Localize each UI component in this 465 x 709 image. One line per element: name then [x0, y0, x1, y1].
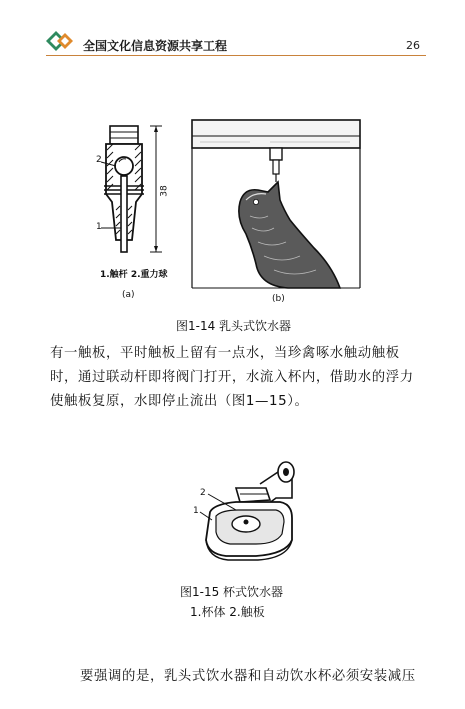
figure-1-14b-label: (b)	[272, 294, 285, 304]
paragraph-line: 有一触板，平时触板上留有一点水，当珍禽啄水触动触板	[50, 346, 400, 361]
body-paragraph	[50, 342, 435, 414]
paragraph-line: 使触板复原，水即停止流出（图1—15）。	[50, 394, 309, 409]
page-number: 26	[406, 39, 420, 52]
callout-2-trigger-plate: 2	[200, 488, 206, 498]
header-title: 全国文化信息资源共享工程	[83, 39, 228, 53]
body-text-continuation: 要强调的是，乳头式饮水器和自动饮水杯必须安装减压	[80, 669, 416, 684]
figure-1-15-caption: 图1-15 杯式饮水器	[180, 585, 284, 599]
figure-1-14a-legend: 1.触杆 2.重力球	[100, 270, 168, 280]
page-header	[0, 0, 465, 58]
diamond-logo-icon	[46, 30, 76, 52]
dimension-label: 38	[159, 185, 170, 197]
figure-1-14-caption: 图1-14 乳头式饮水器	[176, 319, 292, 333]
callout-1-cup-body: 1	[193, 506, 199, 516]
header-rule	[46, 55, 426, 56]
paragraph-line: 时，通过联动杆即将阀门打开，水流入杯内，借助水的浮力	[50, 370, 414, 385]
callout-1-trigger: 1	[96, 222, 102, 232]
figure-1-15-cup-drinker	[196, 458, 308, 566]
figure-1-15-legend: 1.杯体 2.触板	[190, 605, 265, 619]
figure-1-14a-label: (a)	[122, 290, 135, 300]
figure-1-14b-bird-drinking	[190, 116, 362, 292]
callout-2-gravity-ball: 2	[96, 155, 102, 165]
